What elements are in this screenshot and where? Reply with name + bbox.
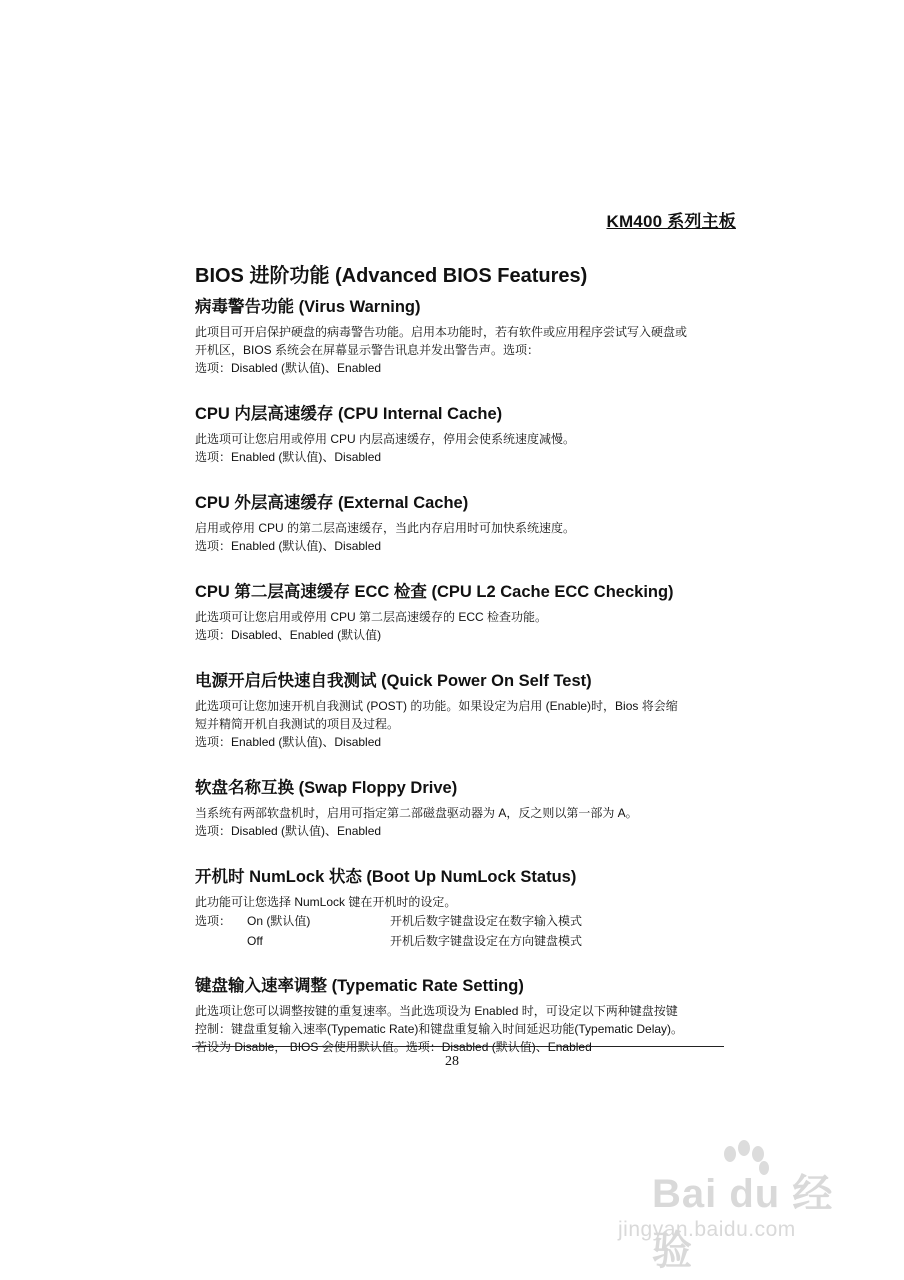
section-body-line: 此选项可让您启用或停用 CPU 第二层高速缓存的 ECC 检查功能。 [195,610,548,624]
option-description: 开机后数字键盘设定在方向键盘模式 [390,934,583,948]
section-body-line: 短并精简开机自我测试的项目及过程。 [195,717,400,731]
section-body-line: 此选项可让您加速开机自我测试 (POST) 的功能。如果设定为启用 (Enable)时，Bios 将会缩 [195,699,678,713]
footer-divider [192,1046,724,1047]
page-title: BIOS 进阶功能 (Advanced BIOS Features) [195,265,588,287]
section-quick-post [195,670,740,751]
section-heading: 开机时 NumLock 状态 (Boot Up NumLock Status) [195,868,577,886]
section-heading: CPU 外层高速缓存 (External Cache) [195,494,469,512]
section-body-line: 此功能可让您选择 NumLock 键在开机时的设定。 [195,895,457,909]
page-number: 28 [445,1054,459,1069]
section-options: 选项：Enabled (默认值)、Disabled [195,735,382,749]
section-options: 选项：Enabled (默认值)、Disabled [195,450,382,464]
option-value: On (默认值) [247,914,311,928]
section-swap-floppy [195,777,740,840]
section-external-cache [195,492,740,555]
section-body-line: 控制：键盘重复输入速率(Typematic Rate)和键盘重复输入时间延迟功能(Typematic Delay)。 [195,1022,684,1036]
section-body-line: 此选项让您可以调整按键的重复速率。当此选项设为 Enabled 时，可设定以下两种键盘按键 [195,1004,678,1018]
option-description: 开机后数字键盘设定在数字输入模式 [390,914,583,928]
section-heading: 病毒警告功能 (Virus Warning) [195,298,421,316]
section-numlock [195,866,740,951]
section-options: 选项：Disabled (默认值)、Enabled [195,824,382,838]
section-heading: 键盘输入速率调整 (Typematic Rate Setting) [195,977,524,995]
section-l2-ecc-checking [195,581,740,644]
numlock-option-row [195,911,740,931]
watermark-url: jingyan.baidu.com [618,1218,796,1241]
section-heading: 电源开启后快速自我测试 (Quick Power On Self Test) [195,672,592,690]
section-heading: 软盘名称互换 (Swap Floppy Drive) [195,779,458,797]
section-options: 选项：Enabled (默认值)、Disabled [195,539,382,553]
section-options: 选项：Disabled (默认值)、Enabled [195,361,382,375]
options-label: 选项： [195,914,232,928]
section-body-line: 若设为 Disable， BIOS 会使用默认值。选项：Disabled (默认值)、Enabled [195,1040,592,1054]
manual-header-title: KM400 系列主板 [606,212,736,231]
section-cpu-internal-cache [195,403,740,466]
document-content [195,262,740,1056]
section-heading: CPU 内层高速缓存 (CPU Internal Cache) [195,405,503,423]
section-body-line: 此选项可让您启用或停用 CPU 内层高速缓存，停用会使系统速度减慢。 [195,432,576,446]
section-body-line: 此项目可开启保护硬盘的病毒警告功能。启用本功能时，若有软件或应用程序尝试写入硬盘或 [195,325,688,339]
section-typematic-rate [195,975,740,1056]
section-body-line: 启用或停用 CPU 的第二层高速缓存，当此内存启用时可加快系统速度。 [195,521,576,535]
section-options: 选项：Disabled、Enabled (默认值) [195,628,382,642]
watermark-logo: Bai du 经验 [652,1172,834,1273]
option-value: Off [247,934,263,948]
section-body-line: 当系统有两部软盘机时，启用可指定第二部磁盘驱动器为 A，反之则以第一部为 A。 [195,806,638,820]
section-body-line: 开机区，BIOS 系统会在屏幕显示警告讯息并发出警告声。选项： [195,343,540,357]
numlock-option-row [195,931,740,951]
baidu-jingyan-watermark [612,1140,852,1273]
section-heading: CPU 第二层高速缓存 ECC 检查 (CPU L2 Cache ECC Checking) [195,583,674,601]
section-virus-warning [195,296,740,377]
